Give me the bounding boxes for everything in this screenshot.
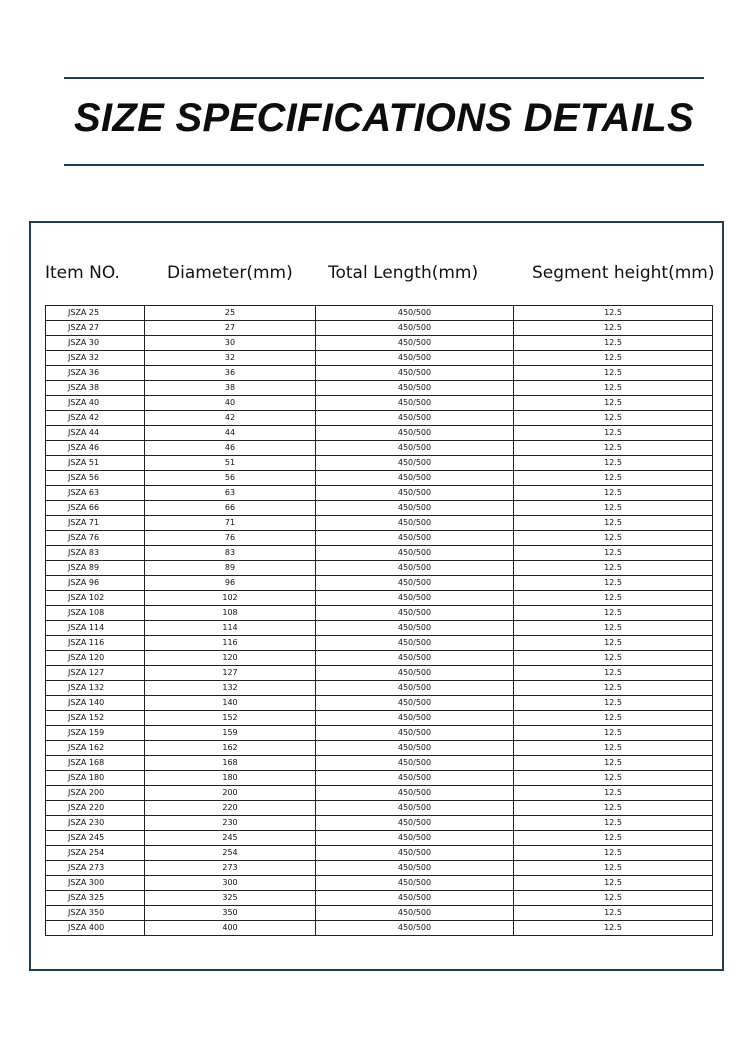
cell-item-no: JSZA 32 bbox=[46, 351, 145, 366]
table-row bbox=[46, 681, 713, 696]
cell-total-length: 450/500 bbox=[316, 486, 514, 501]
cell-item-no: JSZA 140 bbox=[46, 696, 145, 711]
cell-item-no: JSZA 96 bbox=[46, 576, 145, 591]
cell-item-no: JSZA 350 bbox=[46, 906, 145, 921]
cell-diameter: 76 bbox=[145, 531, 316, 546]
cell-diameter: 220 bbox=[145, 801, 316, 816]
table-row bbox=[46, 636, 713, 651]
column-headers bbox=[31, 263, 722, 289]
cell-diameter: 66 bbox=[145, 501, 316, 516]
title-bottom-rule bbox=[64, 164, 704, 166]
table-row bbox=[46, 756, 713, 771]
cell-segment-height: 12.5 bbox=[514, 531, 713, 546]
spec-panel bbox=[29, 221, 724, 971]
cell-diameter: 230 bbox=[145, 816, 316, 831]
cell-segment-height: 12.5 bbox=[514, 651, 713, 666]
cell-total-length: 450/500 bbox=[316, 441, 514, 456]
cell-diameter: 132 bbox=[145, 681, 316, 696]
cell-diameter: 30 bbox=[145, 336, 316, 351]
table-row bbox=[46, 891, 713, 906]
table-row bbox=[46, 696, 713, 711]
cell-item-no: JSZA 102 bbox=[46, 591, 145, 606]
cell-segment-height: 12.5 bbox=[514, 336, 713, 351]
cell-total-length: 450/500 bbox=[316, 891, 514, 906]
cell-item-no: JSZA 76 bbox=[46, 531, 145, 546]
cell-diameter: 27 bbox=[145, 321, 316, 336]
cell-item-no: JSZA 44 bbox=[46, 426, 145, 441]
cell-item-no: JSZA 220 bbox=[46, 801, 145, 816]
cell-item-no: JSZA 27 bbox=[46, 321, 145, 336]
table-row bbox=[46, 651, 713, 666]
cell-total-length: 450/500 bbox=[316, 846, 514, 861]
cell-diameter: 46 bbox=[145, 441, 316, 456]
cell-item-no: JSZA 230 bbox=[46, 816, 145, 831]
cell-segment-height: 12.5 bbox=[514, 726, 713, 741]
cell-diameter: 254 bbox=[145, 846, 316, 861]
cell-item-no: JSZA 40 bbox=[46, 396, 145, 411]
cell-item-no: JSZA 51 bbox=[46, 456, 145, 471]
cell-diameter: 325 bbox=[145, 891, 316, 906]
table-row bbox=[46, 306, 713, 321]
cell-item-no: JSZA 89 bbox=[46, 561, 145, 576]
cell-diameter: 116 bbox=[145, 636, 316, 651]
cell-total-length: 450/500 bbox=[316, 636, 514, 651]
table-row bbox=[46, 831, 713, 846]
header-segment-height: Segment height(mm) bbox=[532, 263, 715, 283]
cell-total-length: 450/500 bbox=[316, 531, 514, 546]
spec-table-body bbox=[46, 306, 713, 936]
cell-total-length: 450/500 bbox=[316, 696, 514, 711]
cell-item-no: JSZA 46 bbox=[46, 441, 145, 456]
cell-segment-height: 12.5 bbox=[514, 456, 713, 471]
cell-diameter: 159 bbox=[145, 726, 316, 741]
cell-segment-height: 12.5 bbox=[514, 666, 713, 681]
cell-diameter: 38 bbox=[145, 381, 316, 396]
cell-diameter: 44 bbox=[145, 426, 316, 441]
cell-item-no: JSZA 159 bbox=[46, 726, 145, 741]
table-row bbox=[46, 366, 713, 381]
cell-segment-height: 12.5 bbox=[514, 681, 713, 696]
cell-item-no: JSZA 152 bbox=[46, 711, 145, 726]
cell-segment-height: 12.5 bbox=[514, 366, 713, 381]
cell-item-no: JSZA 114 bbox=[46, 621, 145, 636]
cell-diameter: 168 bbox=[145, 756, 316, 771]
cell-diameter: 42 bbox=[145, 411, 316, 426]
cell-diameter: 273 bbox=[145, 861, 316, 876]
cell-diameter: 200 bbox=[145, 786, 316, 801]
cell-total-length: 450/500 bbox=[316, 786, 514, 801]
cell-item-no: JSZA 108 bbox=[46, 606, 145, 621]
cell-total-length: 450/500 bbox=[316, 876, 514, 891]
cell-segment-height: 12.5 bbox=[514, 546, 713, 561]
cell-item-no: JSZA 127 bbox=[46, 666, 145, 681]
cell-diameter: 245 bbox=[145, 831, 316, 846]
cell-segment-height: 12.5 bbox=[514, 501, 713, 516]
cell-item-no: JSZA 168 bbox=[46, 756, 145, 771]
table-row bbox=[46, 666, 713, 681]
cell-item-no: JSZA 42 bbox=[46, 411, 145, 426]
table-row bbox=[46, 621, 713, 636]
cell-segment-height: 12.5 bbox=[514, 831, 713, 846]
table-row bbox=[46, 876, 713, 891]
cell-segment-height: 12.5 bbox=[514, 906, 713, 921]
cell-segment-height: 12.5 bbox=[514, 591, 713, 606]
cell-segment-height: 12.5 bbox=[514, 741, 713, 756]
cell-segment-height: 12.5 bbox=[514, 561, 713, 576]
cell-segment-height: 12.5 bbox=[514, 636, 713, 651]
cell-total-length: 450/500 bbox=[316, 591, 514, 606]
table-row bbox=[46, 591, 713, 606]
table-row bbox=[46, 396, 713, 411]
cell-segment-height: 12.5 bbox=[514, 381, 713, 396]
table-row bbox=[46, 786, 713, 801]
cell-total-length: 450/500 bbox=[316, 411, 514, 426]
cell-segment-height: 12.5 bbox=[514, 486, 713, 501]
cell-segment-height: 12.5 bbox=[514, 771, 713, 786]
cell-diameter: 51 bbox=[145, 456, 316, 471]
table-row bbox=[46, 846, 713, 861]
cell-total-length: 450/500 bbox=[316, 621, 514, 636]
cell-item-no: JSZA 300 bbox=[46, 876, 145, 891]
table-row bbox=[46, 576, 713, 591]
cell-item-no: JSZA 254 bbox=[46, 846, 145, 861]
cell-segment-height: 12.5 bbox=[514, 756, 713, 771]
cell-diameter: 120 bbox=[145, 651, 316, 666]
cell-segment-height: 12.5 bbox=[514, 861, 713, 876]
cell-diameter: 108 bbox=[145, 606, 316, 621]
cell-diameter: 96 bbox=[145, 576, 316, 591]
cell-segment-height: 12.5 bbox=[514, 696, 713, 711]
cell-diameter: 127 bbox=[145, 666, 316, 681]
cell-item-no: JSZA 200 bbox=[46, 786, 145, 801]
cell-item-no: JSZA 132 bbox=[46, 681, 145, 696]
cell-diameter: 83 bbox=[145, 546, 316, 561]
cell-total-length: 450/500 bbox=[316, 336, 514, 351]
cell-item-no: JSZA 63 bbox=[46, 486, 145, 501]
cell-segment-height: 12.5 bbox=[514, 621, 713, 636]
cell-diameter: 140 bbox=[145, 696, 316, 711]
cell-segment-height: 12.5 bbox=[514, 516, 713, 531]
cell-item-no: JSZA 56 bbox=[46, 471, 145, 486]
title-top-rule bbox=[64, 77, 704, 79]
cell-total-length: 450/500 bbox=[316, 666, 514, 681]
cell-diameter: 71 bbox=[145, 516, 316, 531]
table-row bbox=[46, 606, 713, 621]
cell-segment-height: 12.5 bbox=[514, 306, 713, 321]
cell-segment-height: 12.5 bbox=[514, 801, 713, 816]
cell-segment-height: 12.5 bbox=[514, 846, 713, 861]
cell-segment-height: 12.5 bbox=[514, 876, 713, 891]
cell-segment-height: 12.5 bbox=[514, 351, 713, 366]
table-row bbox=[46, 801, 713, 816]
cell-item-no: JSZA 120 bbox=[46, 651, 145, 666]
cell-total-length: 450/500 bbox=[316, 381, 514, 396]
table-row bbox=[46, 816, 713, 831]
cell-segment-height: 12.5 bbox=[514, 471, 713, 486]
cell-diameter: 162 bbox=[145, 741, 316, 756]
table-row bbox=[46, 711, 713, 726]
cell-item-no: JSZA 38 bbox=[46, 381, 145, 396]
cell-total-length: 450/500 bbox=[316, 711, 514, 726]
table-row bbox=[46, 456, 713, 471]
cell-total-length: 450/500 bbox=[316, 681, 514, 696]
cell-segment-height: 12.5 bbox=[514, 576, 713, 591]
cell-diameter: 102 bbox=[145, 591, 316, 606]
cell-item-no: JSZA 245 bbox=[46, 831, 145, 846]
cell-total-length: 450/500 bbox=[316, 726, 514, 741]
header-total-length: Total Length(mm) bbox=[328, 263, 479, 283]
cell-total-length: 450/500 bbox=[316, 771, 514, 786]
table-row bbox=[46, 501, 713, 516]
cell-diameter: 36 bbox=[145, 366, 316, 381]
cell-total-length: 450/500 bbox=[316, 426, 514, 441]
cell-segment-height: 12.5 bbox=[514, 891, 713, 906]
cell-segment-height: 12.5 bbox=[514, 921, 713, 936]
cell-diameter: 25 bbox=[145, 306, 316, 321]
table-row bbox=[46, 561, 713, 576]
table-row bbox=[46, 921, 713, 936]
cell-diameter: 350 bbox=[145, 906, 316, 921]
cell-total-length: 450/500 bbox=[316, 741, 514, 756]
cell-diameter: 56 bbox=[145, 471, 316, 486]
cell-total-length: 450/500 bbox=[316, 831, 514, 846]
cell-item-no: JSZA 71 bbox=[46, 516, 145, 531]
cell-segment-height: 12.5 bbox=[514, 786, 713, 801]
table-row bbox=[46, 426, 713, 441]
cell-diameter: 63 bbox=[145, 486, 316, 501]
cell-item-no: JSZA 116 bbox=[46, 636, 145, 651]
cell-total-length: 450/500 bbox=[316, 501, 514, 516]
cell-segment-height: 12.5 bbox=[514, 606, 713, 621]
cell-item-no: JSZA 83 bbox=[46, 546, 145, 561]
cell-item-no: JSZA 325 bbox=[46, 891, 145, 906]
table-row bbox=[46, 321, 713, 336]
table-row bbox=[46, 906, 713, 921]
cell-total-length: 450/500 bbox=[316, 456, 514, 471]
header-diameter: Diameter(mm) bbox=[167, 263, 293, 283]
cell-total-length: 450/500 bbox=[316, 396, 514, 411]
cell-item-no: JSZA 273 bbox=[46, 861, 145, 876]
cell-diameter: 152 bbox=[145, 711, 316, 726]
cell-total-length: 450/500 bbox=[316, 561, 514, 576]
cell-diameter: 89 bbox=[145, 561, 316, 576]
cell-segment-height: 12.5 bbox=[514, 441, 713, 456]
cell-item-no: JSZA 30 bbox=[46, 336, 145, 351]
cell-item-no: JSZA 66 bbox=[46, 501, 145, 516]
cell-total-length: 450/500 bbox=[316, 366, 514, 381]
cell-total-length: 450/500 bbox=[316, 651, 514, 666]
cell-total-length: 450/500 bbox=[316, 306, 514, 321]
cell-total-length: 450/500 bbox=[316, 471, 514, 486]
cell-item-no: JSZA 400 bbox=[46, 921, 145, 936]
table-row bbox=[46, 411, 713, 426]
table-row bbox=[46, 726, 713, 741]
cell-total-length: 450/500 bbox=[316, 606, 514, 621]
cell-diameter: 180 bbox=[145, 771, 316, 786]
cell-total-length: 450/500 bbox=[316, 756, 514, 771]
table-row bbox=[46, 471, 713, 486]
cell-total-length: 450/500 bbox=[316, 546, 514, 561]
table-row bbox=[46, 531, 713, 546]
table-row bbox=[46, 861, 713, 876]
cell-segment-height: 12.5 bbox=[514, 816, 713, 831]
cell-segment-height: 12.5 bbox=[514, 711, 713, 726]
table-row bbox=[46, 336, 713, 351]
cell-total-length: 450/500 bbox=[316, 906, 514, 921]
cell-item-no: JSZA 36 bbox=[46, 366, 145, 381]
cell-diameter: 32 bbox=[145, 351, 316, 366]
cell-total-length: 450/500 bbox=[316, 321, 514, 336]
table-row bbox=[46, 486, 713, 501]
cell-total-length: 450/500 bbox=[316, 816, 514, 831]
cell-total-length: 450/500 bbox=[316, 801, 514, 816]
cell-diameter: 400 bbox=[145, 921, 316, 936]
cell-segment-height: 12.5 bbox=[514, 321, 713, 336]
table-row bbox=[46, 546, 713, 561]
cell-segment-height: 12.5 bbox=[514, 396, 713, 411]
cell-item-no: JSZA 180 bbox=[46, 771, 145, 786]
table-row bbox=[46, 351, 713, 366]
cell-total-length: 450/500 bbox=[316, 516, 514, 531]
spec-table bbox=[45, 305, 713, 936]
table-row bbox=[46, 741, 713, 756]
cell-segment-height: 12.5 bbox=[514, 426, 713, 441]
cell-total-length: 450/500 bbox=[316, 576, 514, 591]
cell-total-length: 450/500 bbox=[316, 351, 514, 366]
table-row bbox=[46, 441, 713, 456]
table-row bbox=[46, 516, 713, 531]
cell-diameter: 300 bbox=[145, 876, 316, 891]
cell-total-length: 450/500 bbox=[316, 861, 514, 876]
table-row bbox=[46, 771, 713, 786]
cell-item-no: JSZA 25 bbox=[46, 306, 145, 321]
table-row bbox=[46, 381, 713, 396]
cell-total-length: 450/500 bbox=[316, 921, 514, 936]
header-item-no: Item NO. bbox=[45, 263, 120, 283]
page-title: SIZE SPECIFICATIONS DETAILS bbox=[74, 96, 694, 140]
cell-diameter: 40 bbox=[145, 396, 316, 411]
cell-item-no: JSZA 162 bbox=[46, 741, 145, 756]
cell-segment-height: 12.5 bbox=[514, 411, 713, 426]
cell-diameter: 114 bbox=[145, 621, 316, 636]
